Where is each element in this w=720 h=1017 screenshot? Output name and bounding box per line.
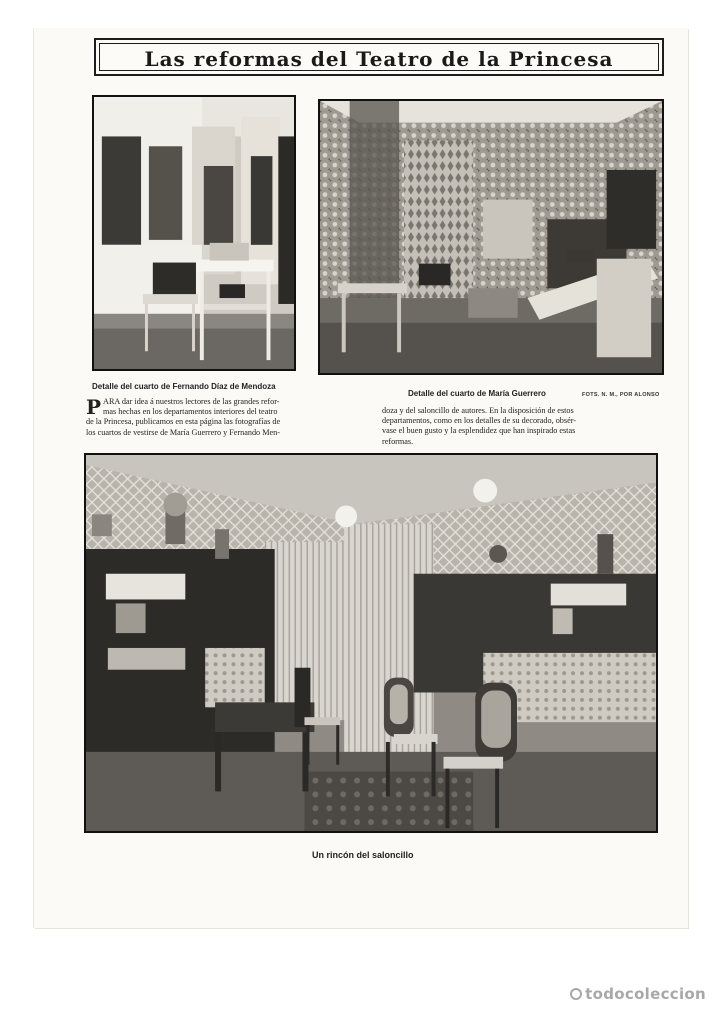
article-line: mas hechas en los departamentos interiores del teatro xyxy=(103,407,278,417)
caption-mendoza: Detalle del cuarto de Fernando Díaz de Mendoza xyxy=(92,382,276,391)
watermark-logo-icon xyxy=(570,988,582,1000)
article-left-column xyxy=(86,397,370,438)
photo-dressing-room-mendoza xyxy=(92,95,296,371)
caption-guerrero: Detalle del cuarto de María Guerrero xyxy=(408,389,546,398)
title-frame xyxy=(94,38,664,76)
article-line: doza y del saloncillo de autores. En la disposición de estos xyxy=(382,406,574,415)
photo-dressing-room-guerrero xyxy=(318,99,664,375)
photo-saloncillo xyxy=(84,453,658,833)
photo-credit: FOTS. N. M., POR ALONSO xyxy=(582,392,660,398)
page-title: Las reformas del Teatro de la Princesa xyxy=(144,47,614,71)
article-line: de la Princesa, publicamos en esta página las fotografías de xyxy=(86,417,281,427)
article-right-column xyxy=(382,406,662,447)
caption-saloncillo: Un rincón del saloncillo xyxy=(312,850,414,860)
drop-cap: P xyxy=(86,395,102,419)
article-line: departamentos, como en los detalles de su decorado, obsér- xyxy=(382,416,576,426)
article-line: los cuartos de vestirse de María Guerrero y Fernando Men- xyxy=(86,427,280,437)
watermark-text: todocoleccion xyxy=(585,985,706,1003)
watermark xyxy=(570,985,706,1003)
article-line: reformas. xyxy=(382,436,414,446)
article-line: vase el buen gusto y la esplendidez que han inspirado estas xyxy=(382,426,576,436)
article-line: ARA dar idea á nuestros lectores de las grandes refor- xyxy=(103,397,280,406)
